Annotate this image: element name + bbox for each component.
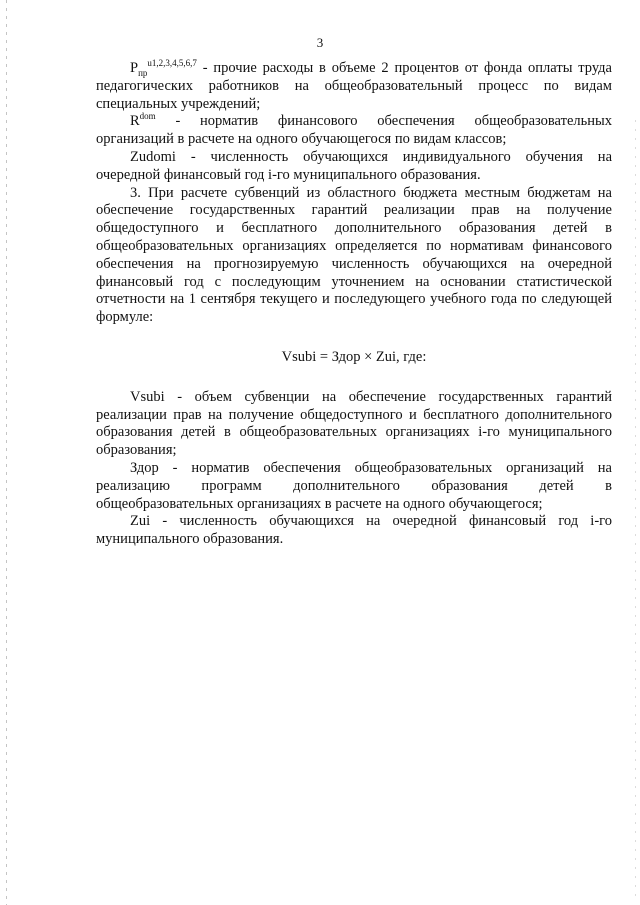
page-number: 3 <box>316 35 324 50</box>
pnp-superscript: u1,2,3,4,5,6,7 <box>147 58 197 69</box>
scan-edge-right <box>635 120 636 900</box>
definition-zui: Zui - численность обучающихся на очередной финансовый год i-го муниципального образования. <box>96 513 612 548</box>
definition-rdom <box>96 113 612 149</box>
document-body <box>96 60 612 549</box>
definition-zdop: Здоp - норматив обеспечения общеобразовательных организаций на реализацию программ дополнительного образования детей в общеобразовательных организациях в расчете на одного обучающегося; <box>96 459 612 512</box>
definition-vsubi: Vsubi - объем субвенции на обеспечение государственных гарантий реализации прав на получение общедоступного и бесплатного дополнительного образования детей в общеобразовательных организациях i-го муниципального образования; <box>96 388 612 459</box>
definition-pnp <box>96 60 612 113</box>
pnp-text: - прочие расходы в объеме 2 процентов от фонда оплаты труда педагогических работников на общеобразовательный процесс по видам специальных учреждений; <box>96 60 612 112</box>
pnp-subscript: пр <box>138 67 148 78</box>
rdom-text: - норматив финансового обеспечения общеобразовательных организаций в расчете на одного обучающегося по видам классов; <box>96 113 612 148</box>
rdom-symbol: R <box>130 113 140 130</box>
rdom-superscript: dom <box>139 111 156 122</box>
definition-zudomi: Zudomi - численность обучающихся индивидуального обучения на очередной финансовый год i-го муниципального образования. <box>96 148 612 183</box>
paragraph-point-3: 3. При расчете субвенций из областного бюджета местным бюджетам на обеспечение государственных гарантий реализации прав на получение общедоступного и бесплатного дополнительного образования детей в общеобразовательных организациях определяется по нормативам финансового обеспечения на прогнозируемую численность обучающихся на очередной финансовый год с последующим уточнением на основании статистической отчетности на 1 сентября текущего и последующего учебного года по следующей формуле: <box>96 184 612 326</box>
pnp-symbol: P <box>130 60 139 76</box>
scan-edge-left <box>6 0 7 905</box>
formula: Vsubi = Здоp × Zui, где: <box>281 348 427 365</box>
